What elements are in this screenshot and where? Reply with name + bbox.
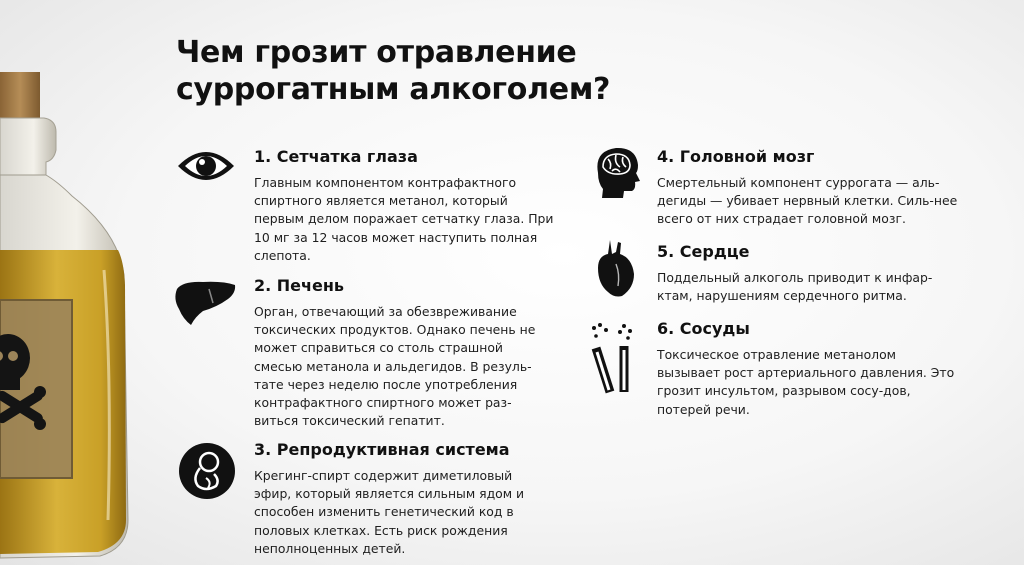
page-title bbox=[176, 34, 610, 108]
heart-icon bbox=[596, 238, 636, 298]
section-heading: 5. Сердце bbox=[657, 242, 750, 261]
section-text: Смертельный компонент суррогата — аль-дегиды — убивает нервный клетки. Силь-нее всего от них страдает головной мозг. bbox=[657, 175, 958, 227]
section-text: Главным компонентом контрафактного спиртного является метанол, который первым делом поражает сетчатку глаза. При 10 мг за 12 часов может наступить полная слепота. bbox=[254, 175, 554, 263]
section-heading: 2. Печень bbox=[254, 276, 345, 295]
section-heading: 4. Головной мозг bbox=[657, 147, 815, 166]
brain-head-icon bbox=[590, 145, 642, 199]
liver-icon bbox=[173, 279, 237, 327]
section-liver bbox=[254, 276, 544, 430]
section-brain bbox=[657, 147, 959, 229]
section-text: Орган, отвечающий за обезвреживание токсических продуктов. Однако печень не может справиться со столь страшной смесью метанола и альдегидов. В резуль-тате через неделю после употребления контрафактного спиртного может раз-виться токсический гепатит. bbox=[254, 304, 536, 429]
poison-bottle-image bbox=[0, 0, 140, 565]
section-heading: 3. Репродуктивная система bbox=[254, 440, 510, 459]
fetus-icon bbox=[178, 442, 236, 500]
section-heading: 6. Сосуды bbox=[657, 319, 750, 338]
section-text: Поддельный алкоголь приводит к инфар-ктам, нарушениям сердечного ритма. bbox=[657, 270, 933, 304]
section-heading: 1. Сетчатка глаза bbox=[254, 147, 418, 166]
eye-icon bbox=[176, 148, 236, 184]
title-line-2: суррогатным алкоголем? bbox=[176, 72, 611, 107]
section-text: Крегинг-спирт содержит диметиловый эфир, который является сильным ядом и способен изменить генетический код в половых клетках. Есть риск рождения неполноценных детей. bbox=[254, 468, 525, 556]
section-reproductive bbox=[254, 440, 544, 558]
section-vessels bbox=[657, 319, 959, 419]
section-text: Токсическое отравление метанолом вызывает рост артериального давления. Это грозит инсультом, разрывом сосу-дов, потерей речи. bbox=[657, 347, 955, 417]
section-heart bbox=[657, 242, 959, 305]
section-retina bbox=[254, 147, 554, 265]
blood-vessels-icon bbox=[584, 322, 636, 394]
title-line-1: Чем грозит отравление bbox=[176, 35, 577, 70]
